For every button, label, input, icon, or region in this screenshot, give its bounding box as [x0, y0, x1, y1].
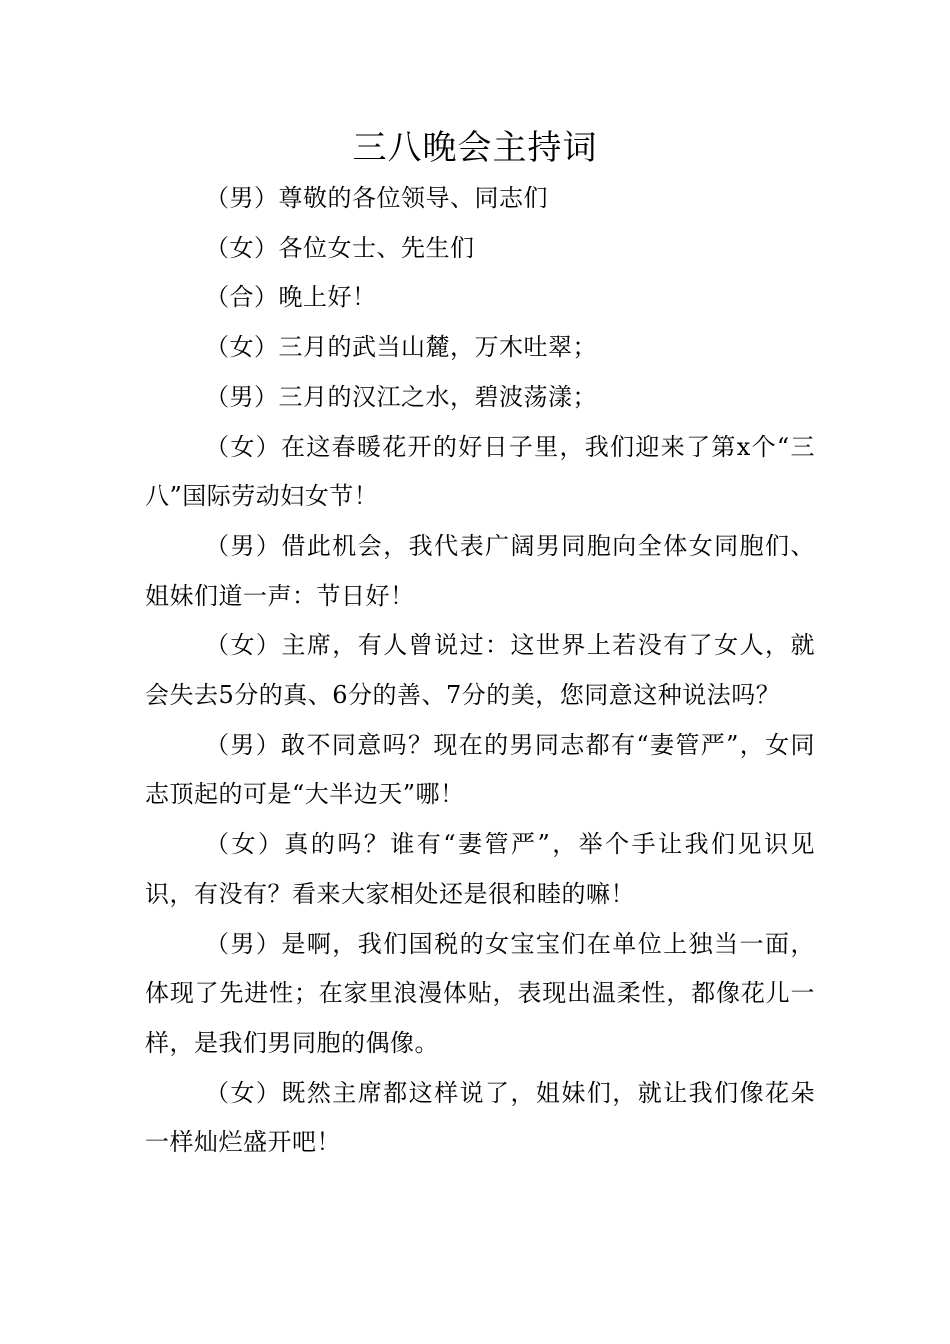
paragraph: （男）尊敬的各位领导、同志们: [205, 184, 548, 212]
paragraph: （女）真的吗？谁有“妻管严”，举个手让我们见识见识，有没有？看来大家相处还是很和睦的嘛！: [145, 830, 815, 908]
paragraph: （女）各位女士、先生们: [205, 233, 475, 262]
paragraph: （女）在这春暖花开的好日子里，我们迎来了第x个“三八”国际劳动妇女节！: [145, 432, 815, 511]
paragraph: （合）晚上好！: [205, 283, 377, 312]
document-body: [145, 174, 815, 1168]
document-title: 三八晚会主持词: [352, 128, 598, 168]
paragraph: （男）借此机会，我代表广阔男同胞向全体女同胞们、姐妹们道一声：节日好！: [145, 531, 815, 610]
paragraph: （女）三月的武当山麓，万木吐翠；: [205, 333, 597, 362]
paragraph: （男）是啊，我们国税的女宝宝们在单位上独当一面，体现了先进性；在家里浪漫体贴，表现出温柔性，都像花儿一样，是我们男同胞的偶像。: [145, 929, 815, 1057]
paragraph: （男）三月的汉江之水，碧波荡漾；: [205, 382, 597, 411]
paragraph: （女）既然主席都这样说了，姐妹们，就让我们像花朵一样灿烂盛开吧！: [145, 1078, 815, 1157]
paragraph: （男）敢不同意吗？现在的男同志都有“妻管严”，女同志顶起的可是“大半边天”哪！: [145, 730, 815, 809]
paragraph: （女）主席，有人曾说过：这世界上若没有了女人，就会失去5分的真、6分的善、7分的美，您同意这种说法吗？: [145, 631, 815, 710]
